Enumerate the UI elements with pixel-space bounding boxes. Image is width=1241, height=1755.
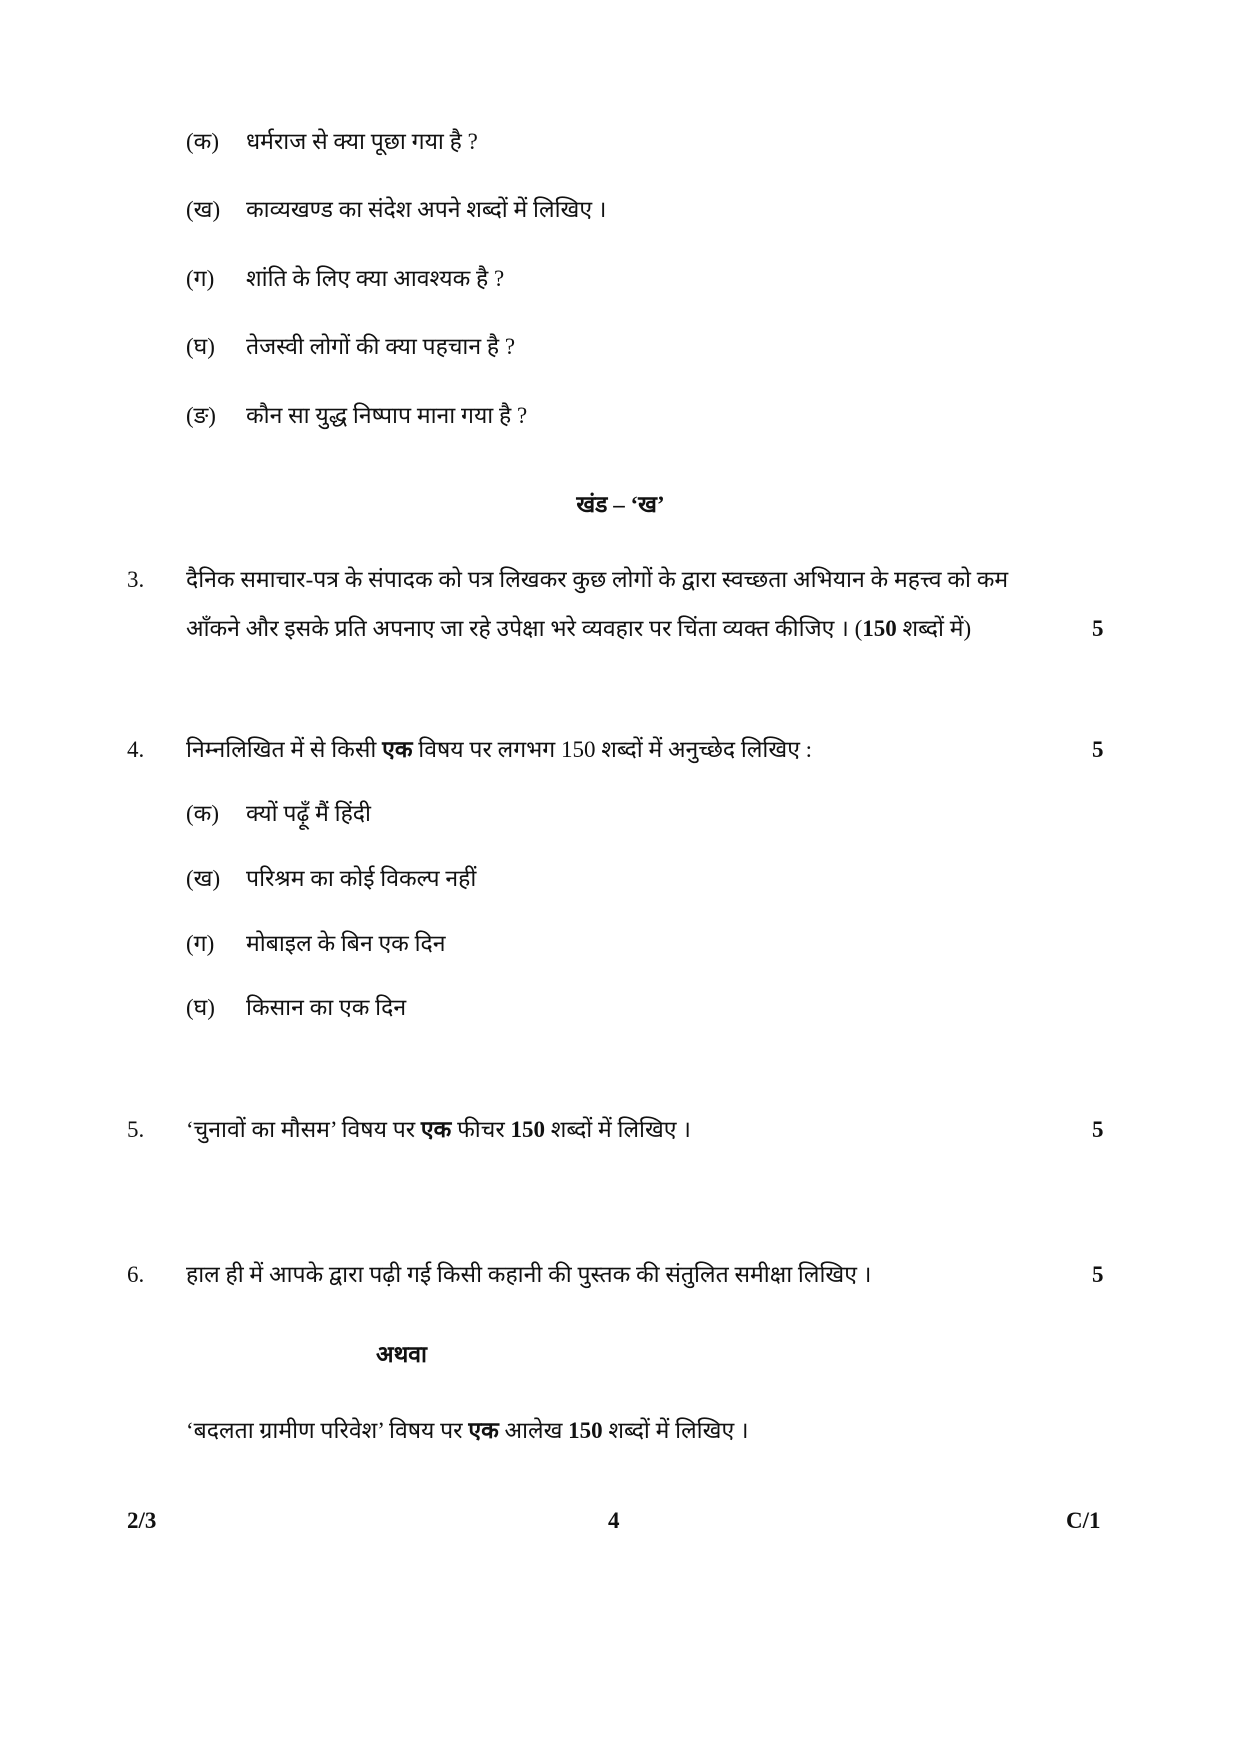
option-text: किसान का एक दिन xyxy=(246,995,407,1020)
marks: 5 xyxy=(1092,1262,1104,1287)
question-number: 4. xyxy=(127,737,145,762)
sub-question-text: धर्मराज से क्या पूछा गया है ? xyxy=(246,129,478,154)
question-text-line-2 xyxy=(186,614,971,644)
text-fragment: शब्दों में) xyxy=(896,616,972,641)
question-number: 3. xyxy=(127,567,145,592)
question-number: 5. xyxy=(127,1117,145,1142)
option-label: (ग) xyxy=(186,931,215,956)
bold-fragment: 150 xyxy=(510,1117,546,1142)
question-text: हाल ही में आपके द्वारा पढ़ी गई किसी कहानी की पुस्तक की संतुलित समीक्षा लिखिए । xyxy=(186,1262,872,1287)
alternate-question-text xyxy=(186,1416,749,1446)
sub-question-label: (क) xyxy=(186,129,219,154)
option-label: (ख) xyxy=(186,866,221,891)
text-fragment: ‘चुनावों का मौसम’ विषय पर xyxy=(186,1117,421,1142)
text-fragment: विषय पर लगभग 150 शब्दों में अनुच्छेद लिखिए : xyxy=(412,737,813,762)
question-number: 6. xyxy=(127,1262,145,1287)
question-text xyxy=(186,1115,691,1145)
question-text xyxy=(186,735,812,765)
bold-fragment: एक xyxy=(468,1418,499,1443)
text-fragment: आलेख xyxy=(498,1418,569,1443)
sub-question-label: (ङ) xyxy=(186,403,216,428)
marks: 5 xyxy=(1092,737,1104,762)
option-label: (क) xyxy=(186,801,219,826)
marks: 5 xyxy=(1092,1117,1104,1142)
footer-set-code: C/1 xyxy=(1066,1508,1101,1533)
question-text-line-1: दैनिक समाचार-पत्र के संपादक को पत्र लिखकर कुछ लोगों के द्वारा स्वच्छता अभियान के महत्त्व को कम xyxy=(186,567,1009,592)
or-label: अथवा xyxy=(376,1342,428,1367)
sub-question-text: शांति के लिए क्या आवश्यक है ? xyxy=(246,266,505,291)
page-number: 4 xyxy=(608,1508,620,1533)
bold-fragment: एक xyxy=(420,1117,452,1142)
footer-series-code: 2/3 xyxy=(127,1508,157,1533)
text-fragment: शब्दों में लिखिए । xyxy=(545,1117,691,1142)
sub-question-label: (घ) xyxy=(186,334,215,359)
bold-fragment: 150 xyxy=(862,616,897,641)
option-text: क्यों पढ़ूँ मैं हिंदी xyxy=(246,801,371,826)
sub-question-label: (ख) xyxy=(186,197,221,222)
sub-question-text: काव्यखण्ड का संदेश अपने शब्दों में लिखिए । xyxy=(246,197,607,222)
sub-question-text: तेजस्वी लोगों की क्या पहचान है ? xyxy=(246,334,516,359)
option-label: (घ) xyxy=(186,995,215,1020)
text-fragment: शब्दों में लिखिए । xyxy=(602,1418,749,1443)
section-heading: खंड – ‘ख’ xyxy=(576,492,665,517)
sub-question-label: (ग) xyxy=(186,266,215,291)
option-text: परिश्रम का कोई विकल्प नहीं xyxy=(246,866,477,891)
text-fragment: फीचर xyxy=(451,1117,511,1142)
text-fragment: ‘बदलता ग्रामीण परिवेश’ विषय पर xyxy=(186,1418,469,1443)
option-text: मोबाइल के बिन एक दिन xyxy=(246,931,446,956)
marks: 5 xyxy=(1092,616,1104,641)
bold-fragment: एक xyxy=(382,737,413,762)
text-fragment: आँकने और इसके प्रति अपनाए जा रहे उपेक्षा भरे व्यवहार पर चिंता व्यक्त कीजिए । ( xyxy=(186,616,863,641)
text-fragment: निम्नलिखित में से किसी xyxy=(186,737,383,762)
sub-question-text: कौन सा युद्ध निष्पाप माना गया है ? xyxy=(246,403,528,428)
bold-fragment: 150 xyxy=(568,1418,603,1443)
